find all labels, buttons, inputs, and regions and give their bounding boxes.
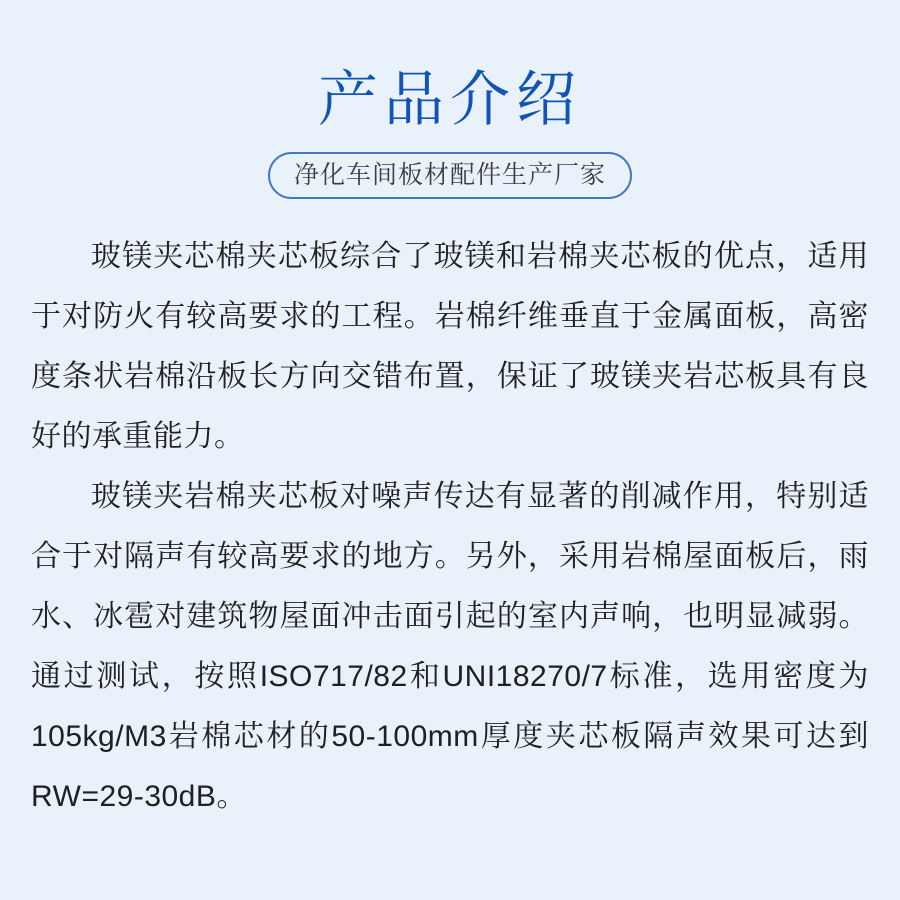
page-title: 产品介绍 [318, 66, 582, 133]
description-paragraph-2: 玻镁夹岩棉夹芯板对噪声传达有显著的削减作用，特别适合于对隔声有较高要求的地方。另外，采用岩棉屋面板后，雨水、冰雹对建筑物屋面冲击面引起的室内声响，也明显减弱。通过测试，按照ISO717/82和UNI18270/7标准，选用密度为105kg/M3岩棉芯材的50-100mm厚度夹芯板隔声效果可达到RW=29-30dB。 [31, 480, 869, 813]
subtitle-badge [268, 152, 632, 199]
product-description [31, 227, 869, 827]
subtitle-badge-label: 净化车间板材配件生产厂家 [293, 161, 606, 189]
description-paragraph-1: 玻镁夹芯棉夹芯板综合了玻镁和岩棉夹芯板的优点，适用于对防火有较高要求的工程。岩棉纤维垂直于金属面板，高密度条状岩棉沿板长方向交错布置，保证了玻镁夹岩芯板具有良好的承重能力。 [31, 240, 869, 453]
